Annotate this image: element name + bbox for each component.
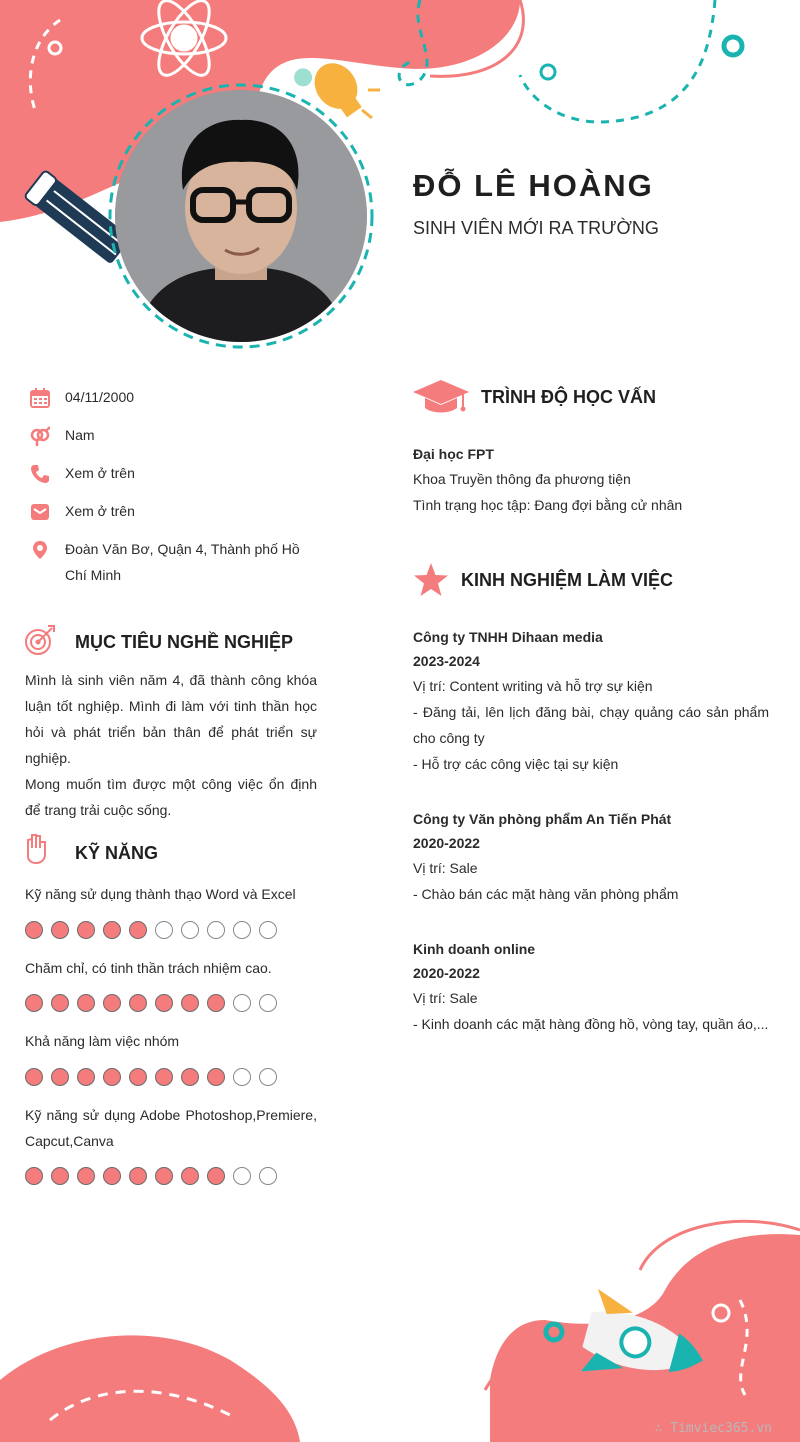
- job-period: 2020-2022: [413, 835, 480, 851]
- profile-photo: [115, 90, 367, 342]
- skills-title: KỸ NĂNG: [75, 843, 159, 863]
- skill-label: Chăm chỉ, có tinh thần trách nhiệm cao.: [25, 960, 272, 976]
- candidate-role: SINH VIÊN MỚI RA TRƯỜNG: [413, 218, 659, 238]
- job-position: Vị trí: Content writing và hỗ trợ sự kiện: [413, 678, 653, 694]
- rating-dot-filled: [51, 1167, 69, 1185]
- job-position: Vị trí: Sale: [413, 990, 478, 1006]
- graduation-cap-icon: [413, 380, 469, 414]
- job-detail: - Kinh doanh các mặt hàng đồng hồ, vòng tay, quần áo,...: [413, 1016, 769, 1032]
- rating-dot-filled: [77, 994, 95, 1012]
- rating-dot-filled: [77, 921, 95, 939]
- rating-dot-filled: [181, 1068, 199, 1086]
- rating-dot-filled: [103, 921, 121, 939]
- rating-dot-filled: [129, 1167, 147, 1185]
- birthday-text: 04/11/2000: [65, 389, 135, 405]
- phone-icon: [30, 464, 50, 484]
- rating-dot-filled: [155, 994, 173, 1012]
- skill-label: Kỹ năng sử dụng Adobe Photoshop,Premiere, Capcut,Canva: [25, 1107, 317, 1149]
- rating-dot-filled: [77, 1167, 95, 1185]
- experience-title: KINH NGHIỆM LÀM VIỆC: [461, 570, 674, 590]
- job-period: 2023-2024: [413, 653, 480, 669]
- email-icon: [30, 502, 50, 522]
- rating-dot-filled: [51, 1068, 69, 1086]
- job-detail: - Chào bán các mặt hàng văn phòng phẩm: [413, 886, 679, 902]
- job-detail: - Đăng tải, lên lịch đăng bài, chạy quảng cáo sản phẩm cho công ty: [413, 704, 769, 746]
- objective-text: Mình là sinh viên năm 4, đã thành công khóa luận tốt nghiệp. Mình đi làm với tinh thần học hỏi và phát triển bản thân để phát triển sự nghiệp.: [25, 672, 317, 766]
- skill-rating: [25, 994, 277, 1012]
- rating-dot-empty: [259, 1167, 277, 1185]
- school-major: Khoa Truyền thông đa phương tiện: [413, 471, 631, 487]
- rating-dot-empty: [259, 994, 277, 1012]
- objective-goal: Mong muốn tìm được một công việc ổn định để trang trải cuộc sống.: [25, 776, 317, 818]
- rating-dot-filled: [129, 1068, 147, 1086]
- rating-dot-filled: [51, 994, 69, 1012]
- skill-rating: [25, 1068, 277, 1086]
- rating-dot-filled: [103, 994, 121, 1012]
- rating-dot-filled: [25, 1167, 43, 1185]
- rating-dot-empty: [207, 921, 225, 939]
- rating-dot-filled: [129, 921, 147, 939]
- objective-title: MỤC TIÊU NGHỀ NGHIỆP: [75, 632, 294, 652]
- watermark-text: ∴ Timviec365.vn: [654, 1421, 772, 1436]
- rating-dot-filled: [207, 994, 225, 1012]
- candidate-name: ĐỖ LÊ HOÀNG: [413, 168, 654, 203]
- rating-dot-filled: [25, 1068, 43, 1086]
- email-text: Xem ở trên: [65, 503, 135, 519]
- rating-dot-filled: [25, 994, 43, 1012]
- rating-dot-empty: [259, 1068, 277, 1086]
- rating-dot-empty: [233, 1068, 251, 1086]
- rating-dot-filled: [207, 1167, 225, 1185]
- rating-dot-filled: [51, 921, 69, 939]
- calendar-icon: [30, 388, 50, 408]
- fist-icon: [24, 832, 48, 864]
- gender-icon: [30, 426, 50, 446]
- job-period: 2020-2022: [413, 965, 480, 981]
- rating-dot-filled: [155, 1068, 173, 1086]
- rating-dot-filled: [103, 1068, 121, 1086]
- rating-dot-filled: [181, 1167, 199, 1185]
- study-status: Tình trạng học tập: Đang đợi bằng cử nhân: [413, 497, 683, 513]
- phone-text: Xem ở trên: [65, 465, 135, 481]
- rating-dot-filled: [155, 1167, 173, 1185]
- job-company: Kinh doanh online: [413, 941, 536, 957]
- rating-dot-filled: [77, 1068, 95, 1086]
- job-company: Công ty TNHH Dihaan media: [413, 629, 603, 645]
- education-title: TRÌNH ĐỘ HỌC VẤN: [481, 387, 656, 407]
- rating-dot-empty: [181, 921, 199, 939]
- rating-dot-filled: [25, 921, 43, 939]
- job-company: Công ty Văn phòng phẩm An Tiến Phát: [413, 811, 672, 827]
- skill-label: Kỹ năng sử dụng thành thạo Word và Excel: [25, 886, 296, 902]
- rating-dot-empty: [233, 994, 251, 1012]
- rating-dot-empty: [259, 921, 277, 939]
- rating-dot-empty: [233, 1167, 251, 1185]
- skill-rating: [25, 1167, 277, 1185]
- school-name: Đại học FPT: [413, 446, 494, 462]
- gender-text: Nam: [65, 427, 95, 443]
- rating-dot-empty: [233, 921, 251, 939]
- skill-label: Khả năng làm việc nhóm: [25, 1033, 180, 1049]
- address-text: Đoàn Văn Bơ, Quận 4, Thành phố Hồ Chí Minh: [65, 541, 300, 583]
- rating-dot-filled: [103, 1167, 121, 1185]
- rating-dot-empty: [155, 921, 173, 939]
- job-detail: - Hỗ trợ các công việc tại sự kiện: [413, 756, 619, 772]
- rating-dot-filled: [181, 994, 199, 1012]
- rating-dot-filled: [207, 1068, 225, 1086]
- rating-dot-filled: [129, 994, 147, 1012]
- job-position: Vị trí: Sale: [413, 860, 478, 876]
- target-icon: [24, 624, 56, 656]
- location-pin-icon: [30, 540, 50, 560]
- star-icon: [413, 563, 449, 597]
- skill-rating: [25, 921, 277, 939]
